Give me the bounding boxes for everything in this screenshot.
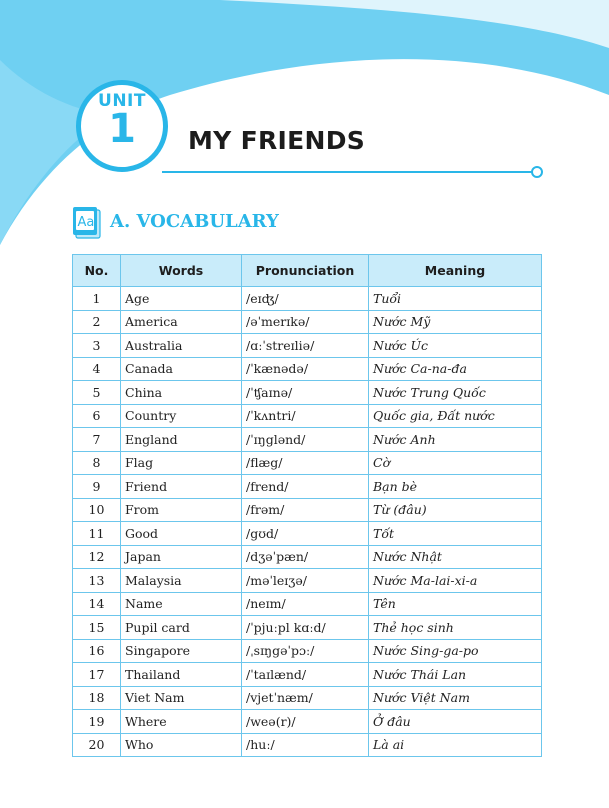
- cell-word: Malaysia: [121, 569, 242, 593]
- table-row: [73, 451, 542, 475]
- cell-number: 16: [73, 639, 121, 663]
- cell-word: Who: [121, 733, 242, 757]
- cell-number: 4: [73, 357, 121, 381]
- cell-meaning: Từ (đâu): [369, 498, 542, 522]
- cell-number: 11: [73, 522, 121, 546]
- cell-word: Viet Nam: [121, 686, 242, 710]
- cell-number: 12: [73, 545, 121, 569]
- cell-number: 19: [73, 710, 121, 734]
- cell-number: 13: [73, 569, 121, 593]
- cell-number: 9: [73, 475, 121, 499]
- cell-word: Canada: [121, 357, 242, 381]
- cell-word: America: [121, 310, 242, 334]
- unit-badge: [76, 80, 168, 172]
- column-header-no: No.: [73, 255, 121, 287]
- cell-number: 10: [73, 498, 121, 522]
- table-row: [73, 592, 542, 616]
- cell-word: Japan: [121, 545, 242, 569]
- table-row: [73, 639, 542, 663]
- cell-meaning: Nước Trung Quốc: [369, 381, 542, 405]
- table-row: [73, 663, 542, 687]
- cell-pronunciation: /ˈɪŋglənd/: [242, 428, 369, 452]
- cell-meaning: Nước Ca-na-đa: [369, 357, 542, 381]
- cell-pronunciation: /eɪʤ/: [242, 287, 369, 311]
- cell-number: 7: [73, 428, 121, 452]
- cell-meaning: Nước Sing-ga-po: [369, 639, 542, 663]
- cell-pronunciation: /frəm/: [242, 498, 369, 522]
- page-title: MY FRIENDS: [188, 126, 366, 155]
- column-header-meaning: Meaning: [369, 255, 542, 287]
- cell-word: Friend: [121, 475, 242, 499]
- cell-pronunciation: /vjetˈnæm/: [242, 686, 369, 710]
- cell-pronunciation: /weə(r)/: [242, 710, 369, 734]
- cell-number: 2: [73, 310, 121, 334]
- cell-word: Name: [121, 592, 242, 616]
- cell-pronunciation: /məˈleɪʒə/: [242, 569, 369, 593]
- table-row: [73, 733, 542, 757]
- cell-number: 15: [73, 616, 121, 640]
- cell-number: 6: [73, 404, 121, 428]
- table-row: [73, 357, 542, 381]
- cell-pronunciation: /dʒəˈpæn/: [242, 545, 369, 569]
- vocabulary-table: [72, 254, 542, 757]
- cell-word: Country: [121, 404, 242, 428]
- cell-meaning: Bạn bè: [369, 475, 542, 499]
- cell-number: 14: [73, 592, 121, 616]
- cell-pronunciation: /ˈkænədə/: [242, 357, 369, 381]
- cell-pronunciation: /huː/: [242, 733, 369, 757]
- cell-number: 1: [73, 287, 121, 311]
- title-underline-end-dot: [531, 166, 543, 178]
- cell-word: Thailand: [121, 663, 242, 687]
- cell-word: Australia: [121, 334, 242, 358]
- cell-pronunciation: /ˈkʌntri/: [242, 404, 369, 428]
- cell-meaning: Quốc gia, Đất nước: [369, 404, 542, 428]
- column-header-words: Words: [121, 255, 242, 287]
- cell-meaning: Nước Mỹ: [369, 310, 542, 334]
- cell-meaning: Cờ: [369, 451, 542, 475]
- cell-meaning: Tốt: [369, 522, 542, 546]
- table-row: [73, 404, 542, 428]
- table-row: [73, 498, 542, 522]
- table-row: [73, 428, 542, 452]
- section-title: A. VOCABULARY: [110, 211, 279, 232]
- title-underline: [162, 171, 535, 173]
- cell-word: Pupil card: [121, 616, 242, 640]
- cell-pronunciation: /ɑːˈstreɪliə/: [242, 334, 369, 358]
- dictionary-icon: [72, 206, 102, 240]
- cell-word: England: [121, 428, 242, 452]
- svg-text:Aa: Aa: [77, 215, 95, 230]
- cell-number: 3: [73, 334, 121, 358]
- cell-meaning: Là ai: [369, 733, 542, 757]
- cell-meaning: Tuổi: [369, 287, 542, 311]
- cell-meaning: Nước Thái Lan: [369, 663, 542, 687]
- cell-pronunciation: /ˈʧaɪnə/: [242, 381, 369, 405]
- table-row: [73, 381, 542, 405]
- cell-pronunciation: /gʊd/: [242, 522, 369, 546]
- cell-word: Where: [121, 710, 242, 734]
- cell-pronunciation: /flæg/: [242, 451, 369, 475]
- table-row: [73, 475, 542, 499]
- cell-pronunciation: /əˈmerɪkə/: [242, 310, 369, 334]
- table-row: [73, 710, 542, 734]
- cell-meaning: Nước Ma-lai-xi-a: [369, 569, 542, 593]
- unit-label: UNIT: [98, 91, 146, 111]
- table-row: [73, 616, 542, 640]
- cell-word: From: [121, 498, 242, 522]
- cell-meaning: Nước Nhật: [369, 545, 542, 569]
- table-header-row: [73, 255, 542, 287]
- cell-meaning: Nước Việt Nam: [369, 686, 542, 710]
- table-row: [73, 545, 542, 569]
- cell-word: Age: [121, 287, 242, 311]
- cell-pronunciation: /ˈtaɪlænd/: [242, 663, 369, 687]
- cell-meaning: Nước Úc: [369, 334, 542, 358]
- table-row: [73, 310, 542, 334]
- cell-number: 5: [73, 381, 121, 405]
- table-row: [73, 334, 542, 358]
- cell-pronunciation: /ˈpjuːpl kɑːd/: [242, 616, 369, 640]
- cell-number: 8: [73, 451, 121, 475]
- table-row: [73, 569, 542, 593]
- cell-pronunciation: /neɪm/: [242, 592, 369, 616]
- cell-pronunciation: /ˌsɪŋgəˈpɔː/: [242, 639, 369, 663]
- cell-meaning: Tên: [369, 592, 542, 616]
- unit-number: 1: [108, 106, 136, 152]
- cell-number: 20: [73, 733, 121, 757]
- table-row: [73, 522, 542, 546]
- cell-word: Good: [121, 522, 242, 546]
- cell-word: Flag: [121, 451, 242, 475]
- table-row: [73, 287, 542, 311]
- cell-meaning: Ở đâu: [369, 710, 542, 734]
- cell-meaning: Thẻ học sinh: [369, 616, 542, 640]
- cell-number: 18: [73, 686, 121, 710]
- cell-number: 17: [73, 663, 121, 687]
- cell-meaning: Nước Anh: [369, 428, 542, 452]
- column-header-pronunciation: Pronunciation: [242, 255, 369, 287]
- cell-word: Singapore: [121, 639, 242, 663]
- cell-pronunciation: /frend/: [242, 475, 369, 499]
- table-row: [73, 686, 542, 710]
- cell-word: China: [121, 381, 242, 405]
